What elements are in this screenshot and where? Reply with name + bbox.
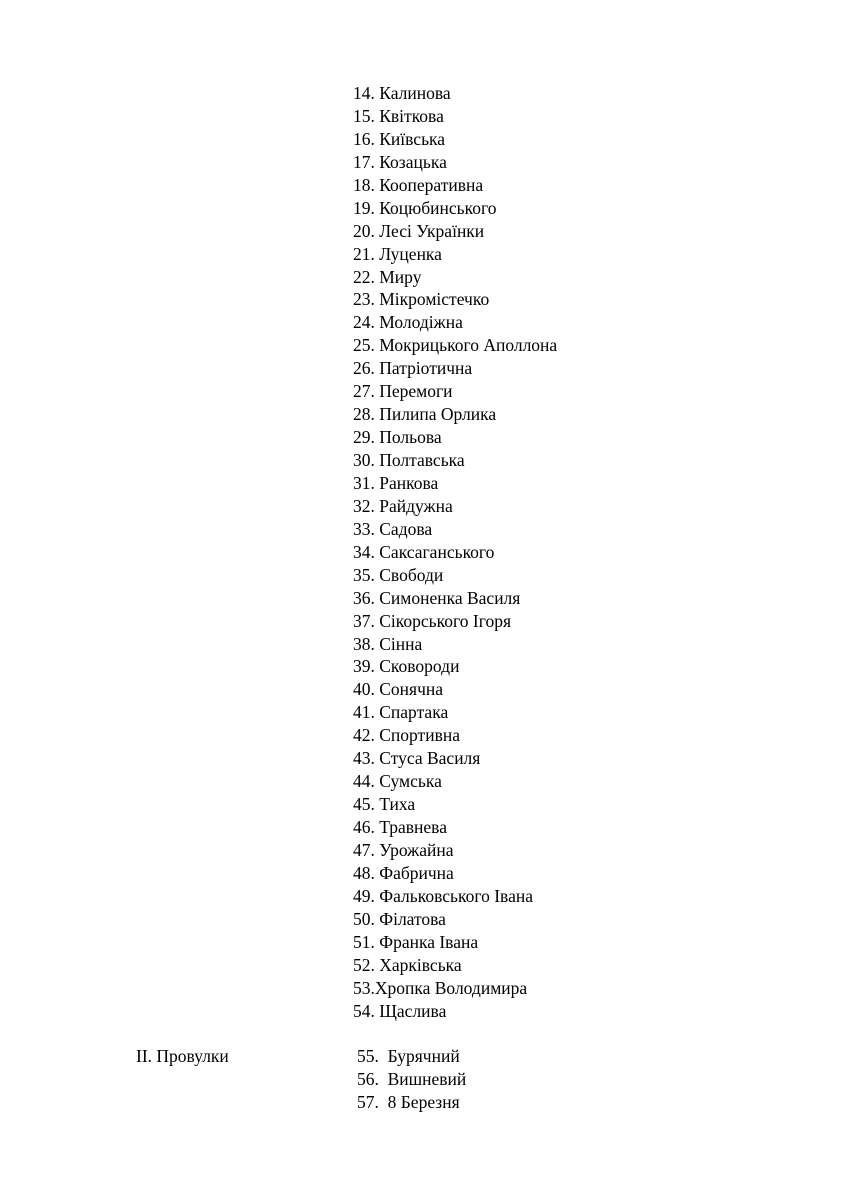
item-number: 52. — [353, 954, 375, 975]
item-number: 40. — [353, 679, 375, 700]
item-number: 45. — [353, 794, 375, 815]
list-item — [357, 1068, 466, 1091]
street-name: Райдужна — [379, 495, 453, 516]
list-item — [353, 816, 557, 839]
street-name: Ранкова — [379, 472, 439, 493]
street-name: Спартака — [379, 702, 449, 723]
list-item — [353, 220, 557, 243]
item-number: 21. — [353, 243, 375, 264]
street-name: Лесі Українки — [379, 220, 485, 241]
list-item — [353, 862, 557, 885]
street-name: Луценка — [379, 243, 442, 264]
street-name: Сінна — [379, 633, 423, 654]
section-heading-lanes: ІІ. Провулки — [136, 1046, 229, 1066]
list-item — [353, 266, 557, 289]
list-item — [353, 908, 557, 931]
list-item — [353, 426, 557, 449]
item-number: 23. — [353, 289, 375, 310]
item-number: 29. — [353, 427, 375, 448]
street-name: Садова — [379, 518, 433, 539]
list-item — [353, 633, 557, 656]
list-item — [357, 1045, 466, 1068]
item-number: 44. — [353, 771, 375, 792]
street-name: Саксаганського — [379, 541, 495, 562]
list-item — [353, 541, 557, 564]
item-number: 14. — [353, 83, 375, 103]
list-item — [353, 357, 557, 380]
street-name: Калинова — [379, 83, 451, 103]
item-number: 50. — [353, 908, 375, 929]
street-name: Сумська — [379, 771, 442, 792]
list-item — [353, 747, 557, 770]
street-name: Франка Івана — [379, 931, 479, 952]
street-name: Миру — [379, 266, 422, 287]
list-item — [353, 977, 557, 1000]
list-item — [353, 678, 557, 701]
item-number: 54. — [353, 1000, 375, 1021]
lane-name: Вишневий — [387, 1069, 467, 1089]
item-number: 17. — [353, 151, 375, 172]
street-name: Філатова — [379, 908, 446, 929]
street-name: Коцюбинського — [379, 197, 497, 218]
lane-name: Бурячний — [387, 1046, 460, 1066]
item-number: 47. — [353, 839, 375, 860]
lanes-list — [357, 1045, 466, 1114]
street-name: Стуса Василя — [379, 748, 481, 769]
street-name: Кооперативна — [379, 174, 484, 195]
list-item — [353, 770, 557, 793]
item-number: 51. — [353, 931, 375, 952]
street-name: Свободи — [379, 564, 444, 585]
item-number: 18. — [353, 174, 375, 195]
item-number: 33. — [353, 518, 375, 539]
street-name: Патріотична — [379, 358, 473, 379]
street-name: Мокрицького Аполлона — [379, 335, 558, 356]
item-number: 34. — [353, 541, 375, 562]
street-name: Козацька — [379, 151, 447, 172]
street-name: Фабрична — [379, 862, 454, 883]
street-name: Польова — [379, 427, 442, 448]
item-number: 53. — [353, 977, 375, 998]
list-item — [353, 334, 557, 357]
list-item — [353, 954, 557, 977]
list-item — [353, 495, 557, 518]
list-item — [353, 1000, 557, 1023]
item-number: 15. — [353, 105, 375, 126]
street-name: Тиха — [379, 794, 416, 815]
street-name: Симоненка Василя — [379, 587, 521, 608]
list-item — [353, 793, 557, 816]
street-name: Молодіжна — [379, 312, 463, 333]
item-number: 25. — [353, 335, 375, 356]
item-number: 43. — [353, 748, 375, 769]
list-item — [353, 243, 557, 266]
street-name: Хропка Володимира — [374, 977, 528, 998]
street-name: Полтавська — [379, 450, 465, 470]
street-name: Перемоги — [379, 381, 453, 402]
item-number: 30. — [353, 450, 375, 470]
list-item — [357, 1091, 466, 1114]
item-number: 41. — [353, 702, 375, 723]
item-number: 32. — [353, 495, 375, 516]
item-number: 57. — [357, 1092, 379, 1112]
item-number: 24. — [353, 312, 375, 333]
list-item — [353, 380, 557, 403]
street-name: Щаслива — [379, 1000, 447, 1021]
list-item — [353, 610, 557, 633]
street-name: Пилипа Орлика — [379, 404, 497, 425]
street-name: Спортивна — [379, 725, 460, 746]
item-number: 42. — [353, 725, 375, 746]
list-item — [353, 587, 557, 610]
item-number: 55. — [357, 1046, 379, 1066]
item-number: 20. — [353, 220, 375, 241]
list-item — [353, 885, 557, 908]
list-item — [353, 403, 557, 426]
list-item — [353, 472, 557, 495]
list-item — [353, 105, 557, 128]
street-name: Сонячна — [379, 679, 444, 700]
list-item — [353, 564, 557, 587]
item-number: 48. — [353, 862, 375, 883]
item-number: 56. — [357, 1069, 379, 1089]
streets-list — [353, 82, 557, 1022]
list-item — [353, 931, 557, 954]
street-name: Сковороди — [379, 656, 460, 677]
list-item — [353, 839, 557, 862]
list-item — [353, 174, 557, 197]
item-number: 39. — [353, 656, 375, 677]
list-item — [353, 128, 557, 151]
street-name: Урожайна — [379, 839, 454, 860]
street-name: Мікромістечко — [379, 289, 490, 310]
item-number: 27. — [353, 381, 375, 402]
list-item — [353, 701, 557, 724]
list-item — [353, 82, 557, 105]
street-name: Фальковського Івана — [379, 885, 533, 906]
item-number: 37. — [353, 610, 375, 631]
list-item — [353, 655, 557, 678]
list-item — [353, 518, 557, 541]
street-name: Травнева — [379, 817, 447, 837]
list-item — [353, 449, 557, 472]
list-item — [353, 288, 557, 311]
street-name: Харківська — [379, 954, 462, 975]
item-number: 36. — [353, 587, 375, 608]
item-number: 16. — [353, 128, 375, 149]
item-number: 46. — [353, 817, 375, 837]
item-number: 26. — [353, 358, 375, 379]
street-name: Київська — [379, 128, 446, 149]
item-number: 35. — [353, 564, 375, 585]
list-item — [353, 197, 557, 220]
item-number: 38. — [353, 633, 375, 654]
lane-name: 8 Березня — [387, 1092, 460, 1112]
item-number: 22. — [353, 266, 375, 287]
list-item — [353, 151, 557, 174]
item-number: 28. — [353, 404, 375, 425]
list-item — [353, 311, 557, 334]
item-number: 31. — [353, 472, 375, 493]
street-name: Квіткова — [379, 105, 444, 126]
item-number: 49. — [353, 885, 375, 906]
list-item — [353, 724, 557, 747]
street-name: Сікорського Ігоря — [379, 610, 511, 631]
item-number: 19. — [353, 197, 375, 218]
